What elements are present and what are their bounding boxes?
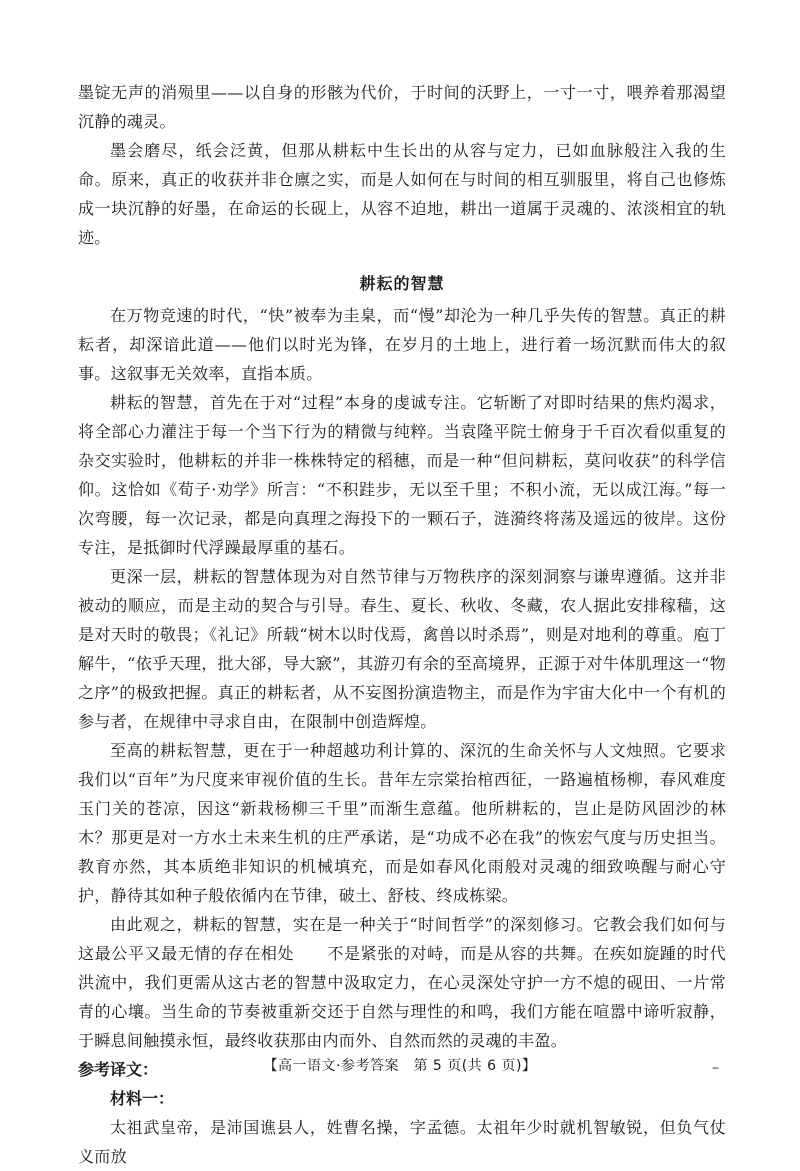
essay-paragraph-2: 耕耘的智慧，首先在于对“过程”本身的虔诚专注。它斩断了对即时结果的焦灼渴求，将全部心力灌注于每一个当下行为的精微与纯粹。当袁隆平院士俯身于千百次看似重复的杂交实验时，他耕耘的并非一株株特定的稻穗，而是一种“但问耕耘，莫问收获”的科学信仰。这恰如《荀子·劝学》所言：“不积跬步，无以至千里；不积小流，无以成江海。”每一次弯腰，每一次记录，都是向真理之海投下的一颗石子，涟漪终将荡及遥远的彼岸。这份专注，是抵御时代浮躁最厚重的基石。 (78, 393, 726, 557)
essay-paragraph-5: 由此观之，耕耘的智慧，实在是一种关于“时间哲学”的深刻修习。它教会我们如何与这最公平又最无情的存在相处 不是紧张的对峙，而是从容的共舞。在疾如旋踵的时代洪流中，我们更需从这古老的智慧中汲取定力，在心灵深处守护一方不熄的砚田、一片常青的心壤。当生命的节奏被重新交还于自然与理性的和鸣，我们方能在喧嚣中谛听寂静，于瞬息间触摸永恒，最终收获那由内而外、自然而然的灵魂的丰盈。 (78, 915, 726, 1050)
translation-heading: 参考译文： (78, 1060, 159, 1079)
essay-paragraph-4: 至高的耕耘智慧，更在于一种超越功利计算的、深沉的生命关怀与人文烛照。它要求我们以“百年”为尺度来审视价值的生长。昔年左宗棠抬棺西征，一路遍植杨柳，春风难度玉门关的苍凉，因这“新栽杨柳三千里”而渐生意蕴。他所耕耘的，岂止是防风固沙的林木？那更是对一方水土未来生机的庄严承诺，是“功成不必在我”的恢宏气度与历史担当。教育亦然，其本质绝非知识的机械填充，而是如春风化雨般对灵魂的细致唤醒与耐心守护，静待其如种子般依循内在节律，破土、舒枝、终成栋梁。 (78, 741, 726, 905)
page-footer: 【高一语文·参考答案 第 5 页(共 6 页)】 (263, 1058, 537, 1074)
translation-paragraph: 太祖武皇帝，是沛国谯县人，姓曹名操，字孟德。太祖年少时就机智敏锐，但负气仗义而放 (78, 1118, 726, 1166)
continued-paragraph: 墨锭无声的消殒里——以自身的形骸为代价，于时间的沃野上，一寸一寸，喂养着那渴望沉静的魂灵。 (78, 83, 726, 131)
document-page (78, 78, 726, 1171)
corner-mark: – (712, 1060, 719, 1076)
material-heading: 材料一： (110, 1089, 175, 1108)
essay-title: 耕耘的智慧 (359, 274, 445, 293)
essay-paragraph-1: 在万物竞速的时代，“快”被奉为圭臬，而“慢”却沦为一种几乎失传的智慧。真正的耕耘者，却深谙此道——他们以时光为锋，在岁月的土地上，进行着一场沉默而伟大的叙事。这叙事无关效率，直指本质。 (78, 306, 726, 383)
closing-paragraph: 墨会磨尽，纸会泛黄，但那从耕耘中生长出的从容与定力，已如血脉般注入我的生命。原来，真正的收获并非仓廪之实，而是人如何在与时间的相互驯服里，将自己也修炼成一块沉静的好墨，在命运的长砚上，从容不迫地，耕出一道属于灵魂的、浓淡相宜的轨迹。 (78, 141, 726, 247)
essay-paragraph-3: 更深一层，耕耘的智慧体现为对自然节律与万物秩序的深刻洞察与谦卑遵循。这并非被动的顺应，而是主动的契合与引导。春生、夏长、秋收、冬藏，农人据此安排稼穑，这是对天时的敬畏；《礼记》所载“树木以时伐焉，禽兽以时杀焉”，则是对地利的尊重。庖丁解牛，“依乎天理，批大郤，导大窾”，其游刃有余的至高境界，正源于对牛体肌理这一“物之序”的极致把握。真正的耕耘者，从不妄图扮演造物主，而是作为宇宙大化中一个有机的参与者，在规律中寻求自由，在限制中创造辉煌。 (78, 567, 726, 731)
